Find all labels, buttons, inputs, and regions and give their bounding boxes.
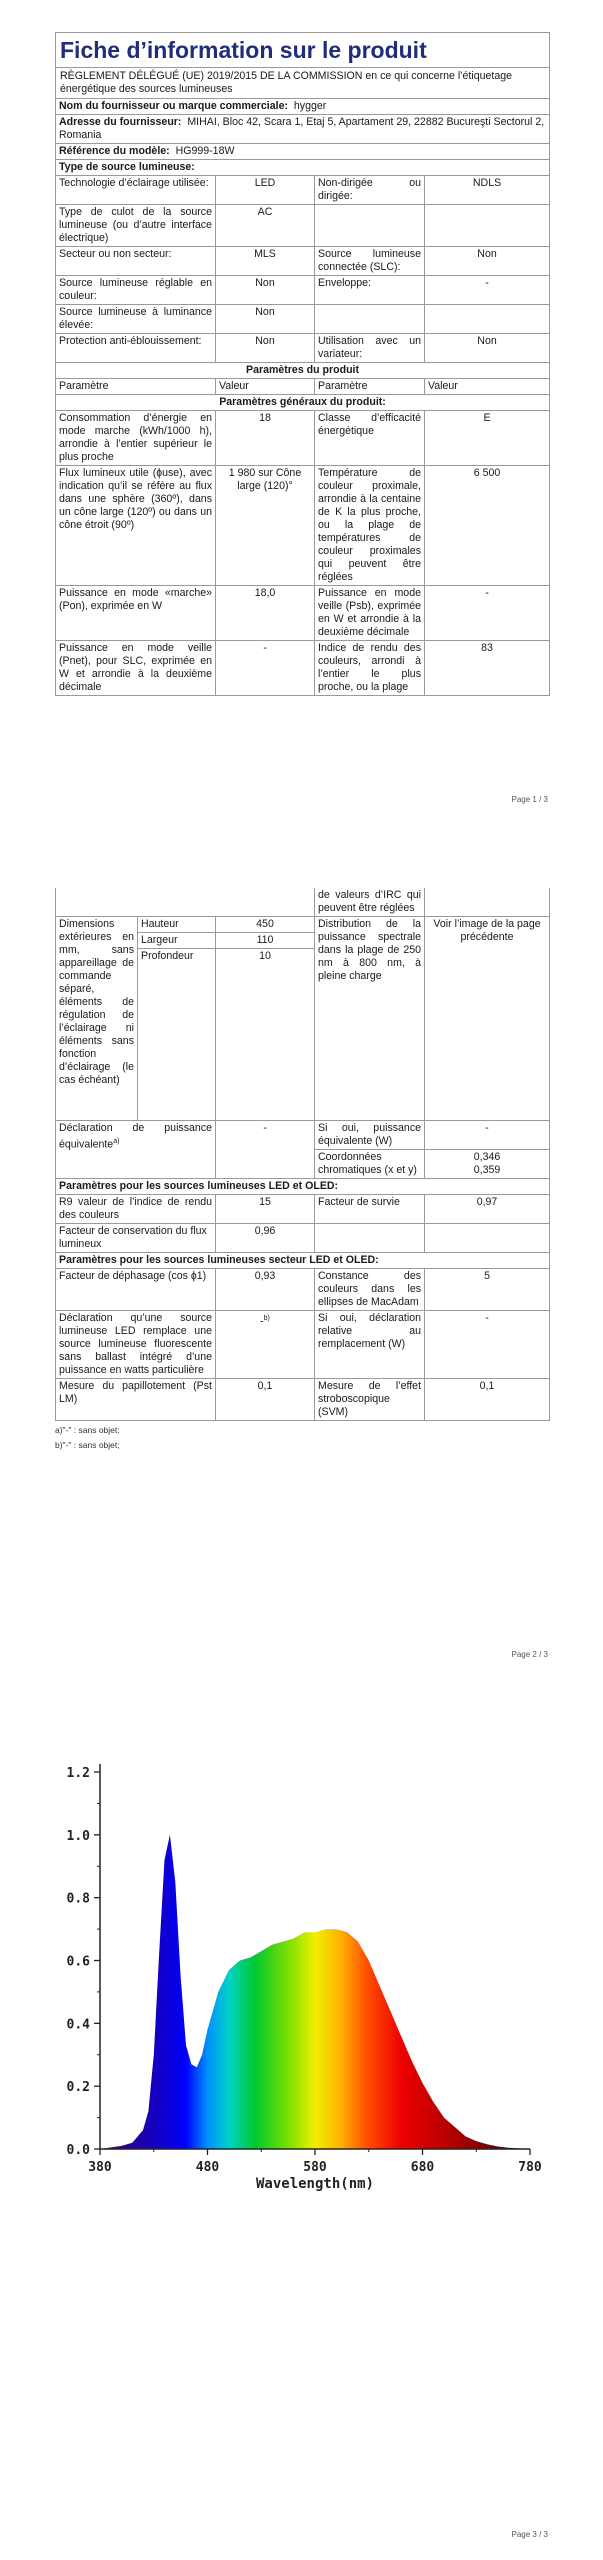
type-value: Non <box>425 334 550 363</box>
equiv-label: Déclaration de puissance équivalente <box>59 1122 212 1151</box>
x-tick-label: 480 <box>195 2160 220 2175</box>
page-number: Page 2 / 3 <box>511 1650 548 1659</box>
equiv-yes-label: Si oui, puissance équivalente (W) <box>315 1121 425 1150</box>
y-tick-label: 0.0 <box>66 2143 90 2158</box>
supplier-value: hygger <box>293 100 327 112</box>
type-row <box>56 334 550 363</box>
type-label: Technologie d’éclairage utilisée: <box>56 176 216 205</box>
continued-text: de valeurs d’IRC qui peuvent être réglées <box>315 888 425 917</box>
type-header: Type de source lumineuse: <box>56 160 550 176</box>
type-label: Type de culot de la source lumineuse (ou d’autre interface électrique) <box>56 205 216 247</box>
type-row <box>56 276 550 305</box>
equiv-label-cell <box>56 1121 216 1179</box>
column-header-value: Valeur <box>425 379 550 395</box>
mains-params-header: Paramètres pour les sources lumineuses secteur LED et OLED: <box>56 1253 550 1269</box>
r9-row <box>56 1195 550 1224</box>
param-label: Classe d’efficacité énergétique <box>315 411 425 466</box>
dimension-value: 110 <box>216 933 315 949</box>
r9-value: 15 <box>216 1195 315 1224</box>
footnote-b: b)"-" : sans objet; <box>55 1440 120 1450</box>
param-value: E <box>425 411 550 466</box>
document-title: Fiche d’information sur le produit <box>56 33 550 68</box>
param-label: Température de couleur proximale, arrondie à la centaine de K la plus proche, ou la plage de températures de couleur proximales qui peuvent être réglées <box>315 466 425 586</box>
lumen-value: 0,96 <box>216 1224 315 1253</box>
dimension-name: Profondeur <box>138 949 216 1121</box>
replace-yes-label: Si oui, déclaration relative au remplacement (W) <box>315 1311 425 1379</box>
type-value: - <box>425 276 550 305</box>
spectral-value: Voir l’image de la page précédente <box>425 917 550 1121</box>
y-tick-label: 1.2 <box>66 1766 90 1781</box>
dimension-name: Largeur <box>138 933 216 949</box>
product-sheet-page-1 <box>55 32 549 696</box>
macadam-value: 5 <box>425 1269 550 1311</box>
product-info-table-continued <box>55 888 550 1421</box>
strobo-label: Mesure de l’effet stroboscopique (SVM) <box>315 1379 425 1421</box>
type-label: Protection anti-éblouissement: <box>56 334 216 363</box>
type-label: Non-dirigée ou dirigée: <box>315 176 425 205</box>
column-header-param: Paramètre <box>315 379 425 395</box>
column-header-value: Valeur <box>216 379 315 395</box>
dimensions-row <box>56 917 550 933</box>
type-label <box>315 205 425 247</box>
param-row <box>56 641 550 696</box>
model-label: Référence du modèle: <box>59 145 170 157</box>
address-label: Adresse du fournisseur: <box>59 116 182 128</box>
lumen-row <box>56 1224 550 1253</box>
param-row <box>56 586 550 641</box>
equiv-value: - <box>216 1121 315 1179</box>
flicker-row <box>56 1379 550 1421</box>
flicker-label: Mesure du papillotement (Pst LM) <box>56 1379 216 1421</box>
equiv-footnote: a) <box>113 1138 120 1145</box>
page-2 <box>0 880 603 1670</box>
param-value: 1 980 sur Cône large (120)° <box>216 466 315 586</box>
column-headers <box>56 379 550 395</box>
chroma-x: 0,346 <box>473 1151 501 1163</box>
footnote-a: a)"-" : sans objet; <box>55 1425 120 1435</box>
strobo-value: 0,1 <box>425 1379 550 1421</box>
dimension-value: 450 <box>216 917 315 933</box>
address-row <box>56 115 550 144</box>
y-tick-label: 0.2 <box>66 2080 90 2096</box>
chroma-label: Coordonnées chromatiques (x et y) <box>315 1150 425 1179</box>
param-value: - <box>425 586 550 641</box>
type-value: NDLS <box>425 176 550 205</box>
column-header-param: Paramètre <box>56 379 216 395</box>
params-product-header: Paramètres du produit <box>56 363 550 379</box>
type-value <box>425 205 550 247</box>
survival-value: 0,97 <box>425 1195 550 1224</box>
continued-row <box>56 888 550 917</box>
replace-value-cell <box>216 1311 315 1379</box>
type-row <box>56 176 550 205</box>
type-label: Secteur ou non secteur: <box>56 247 216 276</box>
param-label: Consommation d’énergie en mode marche (kWh/1000 h), arrondie à l’entier supérieur le plus proche <box>56 411 216 466</box>
type-row <box>56 247 550 276</box>
dimension-value: 10 <box>216 949 315 1121</box>
y-tick-label: 0.8 <box>66 1891 90 1907</box>
spectral-distribution-chart <box>0 1730 603 2230</box>
type-label <box>315 305 425 334</box>
type-value: Non <box>216 305 315 334</box>
type-label: Source lumineuse réglable en couleur: <box>56 276 216 305</box>
type-label: Utilisation avec un variateur: <box>315 334 425 363</box>
macadam-label: Constance des couleurs dans les ellipses de MacAdam <box>315 1269 425 1311</box>
type-value: Non <box>216 276 315 305</box>
param-row <box>56 411 550 466</box>
spectrum-curve <box>100 1835 530 2149</box>
type-label: Source lumineuse à luminance élevée: <box>56 305 216 334</box>
dimensions-label: Dimensions extérieures en mm, sans appareillage de commande séparé, éléments de régulation de l’éclairage ni éléments sans fonction d’éclairage (le cas échéant) <box>56 917 138 1121</box>
type-label: Source lumineuse connectée (SLC): <box>315 247 425 276</box>
y-tick-label: 0.4 <box>66 2017 90 2033</box>
param-row <box>56 466 550 586</box>
model-row <box>56 144 550 160</box>
chroma-y: 0,359 <box>473 1164 501 1176</box>
param-value: 18 <box>216 411 315 466</box>
type-value: MLS <box>216 247 315 276</box>
x-tick-label: 380 <box>88 2160 112 2175</box>
lumen-label: Facteur de conservation du flux lumineux <box>56 1224 216 1253</box>
y-tick-label: 1.0 <box>66 1828 90 1844</box>
replace-value: - <box>260 1315 264 1328</box>
phase-value: 0,93 <box>216 1269 315 1311</box>
type-row <box>56 305 550 334</box>
param-value: 6 500 <box>425 466 550 586</box>
param-value: 83 <box>425 641 550 696</box>
type-value: LED <box>216 176 315 205</box>
spectral-label: Distribution de la puissance spectrale dans la plage de 250 nm à 800 nm, à pleine charge <box>315 917 425 1121</box>
x-tick-label: 680 <box>410 2160 435 2175</box>
r9-label: R9 valeur de l’indice de rendu des couleurs <box>56 1195 216 1224</box>
phase-row <box>56 1269 550 1311</box>
x-axis-label: Wavelength(nm) <box>255 2176 375 2192</box>
supplier-label: Nom du fournisseur ou marque commerciale: <box>59 100 288 112</box>
page-1 <box>0 0 603 850</box>
replace-label: Déclaration qu’une source lumineuse LED remplace une source lumineuse fluorescente sans ballast intégré d’une puissance en watts particulière <box>56 1311 216 1379</box>
param-value: 18,0 <box>216 586 315 641</box>
page-3 <box>0 1730 603 2560</box>
params-general-header: Paramètres généraux du produit: <box>56 395 550 411</box>
x-tick-label: 780 <box>518 2160 542 2175</box>
type-value: Non <box>425 247 550 276</box>
survival-label: Facteur de survie <box>315 1195 425 1224</box>
address-value: MIHAI, Bloc 42, Scara 1, Etaj 5, Apartament 29, 22882 Bucureşti Sectorul 2, Romania <box>59 116 545 141</box>
x-tick-label: 580 <box>303 2160 327 2175</box>
product-sheet-page-2 <box>55 888 549 1453</box>
param-label: Indice de rendu des couleurs, arrondi à l’entier le plus proche, ou la plage <box>315 641 425 696</box>
page-number: Page 3 / 3 <box>511 2530 548 2539</box>
chroma-values <box>425 1150 550 1179</box>
param-label: Flux lumineux utile (ɸuse), avec indication qu’il se réfère au flux dans une sphère (360º), dans un cône large (120º) ou dans un cône étroit (90º) <box>56 466 216 586</box>
led-params-header: Paramètres pour les sources lumineuses LED et OLED: <box>56 1179 550 1195</box>
type-value: AC <box>216 205 315 247</box>
type-value: Non <box>216 334 315 363</box>
equiv-row <box>56 1121 550 1150</box>
spectrum-area <box>100 1835 530 2149</box>
y-tick-label: 0.6 <box>66 1954 90 1970</box>
phase-label: Facteur de déphasage (cos ɸ1) <box>56 1269 216 1311</box>
regulation-text: RÈGLEMENT DÉLÉGUÉ (UE) 2019/2015 DE LA COMMISSION en ce qui concerne l’étiquetage énergétique des sources lumineuses <box>56 68 550 99</box>
param-label: Puissance en mode «marche» (Pon), exprimée en W <box>56 586 216 641</box>
param-label: Puissance en mode veille (Psb), exprimée en W et arrondie à la deuxième décimale <box>315 586 425 641</box>
param-value: - <box>216 641 315 696</box>
type-row <box>56 205 550 247</box>
equiv-yes-value: - <box>425 1121 550 1150</box>
param-label: Puissance en mode veille (Pnet), pour SLC, exprimée en W et arrondie à la deuxième décimale <box>56 641 216 696</box>
type-label: Enveloppe: <box>315 276 425 305</box>
replace-yes-value: - <box>425 1311 550 1379</box>
type-value <box>425 305 550 334</box>
supplier-row <box>56 99 550 115</box>
replace-row <box>56 1311 550 1379</box>
replace-footnote: b) <box>263 1315 270 1322</box>
flicker-value: 0,1 <box>216 1379 315 1421</box>
product-info-table <box>55 32 550 696</box>
model-value: HG999-18W <box>175 145 235 157</box>
page-number: Page 1 / 3 <box>511 795 548 804</box>
dimension-name: Hauteur <box>138 917 216 933</box>
